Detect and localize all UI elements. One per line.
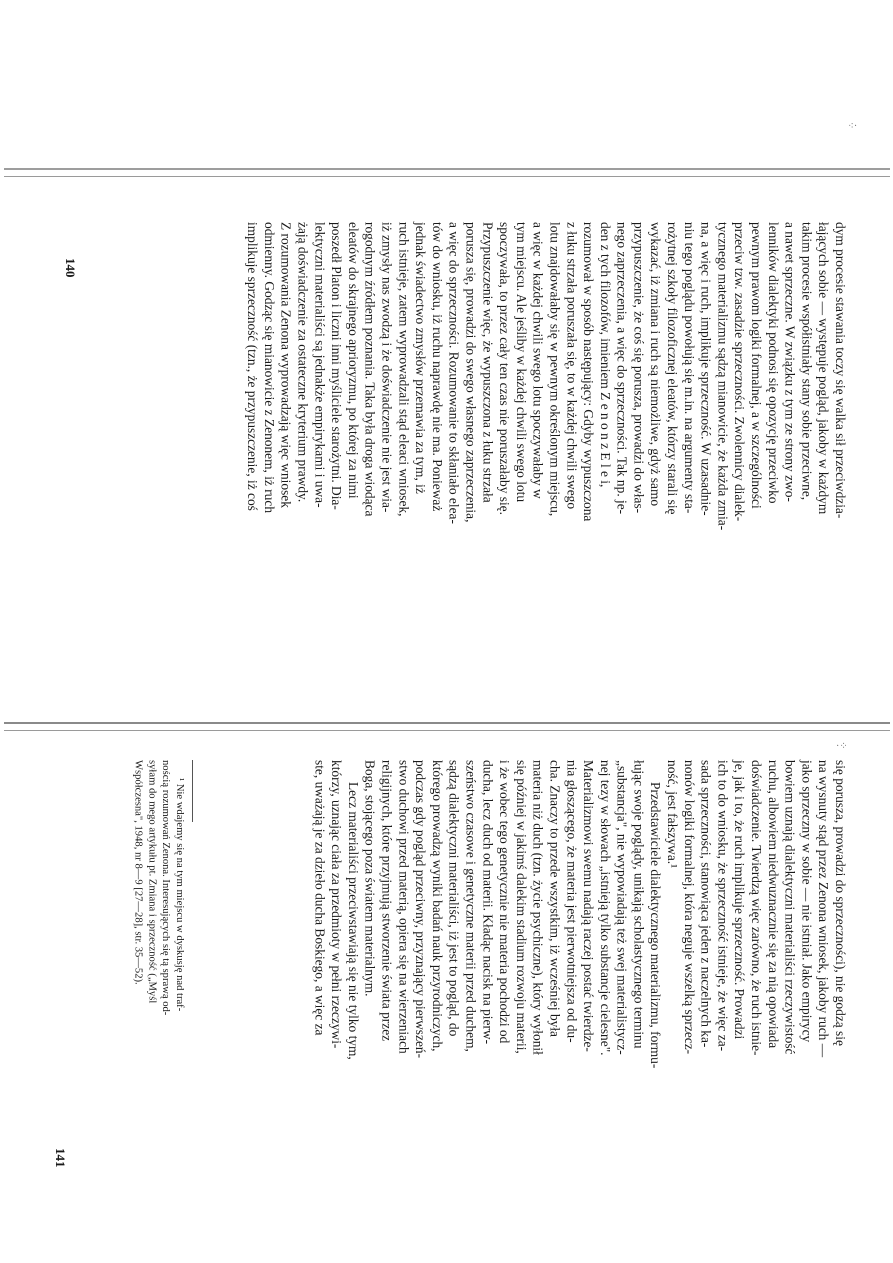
text-line: Przedstawiciele dialektycznego materializmu, formu- [648, 782, 664, 1069]
text-line: materia niż duch (tzn. życie psychiczne), który wyłonił [530, 760, 546, 1055]
text-line: nej tezy w słowach „istnieją tylko substancje cielesne". [597, 760, 613, 1056]
scan-speck: ⁖· [848, 121, 858, 132]
footnote-rule [192, 760, 193, 822]
text-line: takim procesie współistniały stany sobie przeciwne, [799, 222, 815, 501]
text-line: a nawet sprzeczne. W związku z tym ze strony zwo- [782, 222, 798, 502]
text-line: eleatów do skrajnego aprioryzmu, po której za nimi [345, 222, 361, 499]
text-line: implikuje sprzeczność (tzn., że przypuszczenie, iż coś [245, 222, 261, 511]
text-line: cha. Znaczy to przede wszystkim, iż wcześniej była [547, 760, 563, 1037]
text-line: na wysnuty stąd przez Zenona wniosek, jakoby ruch — [816, 760, 832, 1058]
text-line: podczas gdy pogląd przeciwny, przyznający pierwszeń- [413, 760, 429, 1059]
text-line: nia głoszącego, że materia jest pierwotniejsza od du- [564, 760, 580, 1043]
text-line: spoczywała, to przez cały ten czas nie poruszałaby się. [497, 222, 513, 515]
text-line: tycznego materializmu sądzą mianowicie, że każda zmia- [715, 222, 731, 531]
text-line: lektyczni materialiści są jednakże empirykami i uwa- [312, 222, 328, 508]
text-line: Przypuszczenie więc, że wypuszczona z łuku strzała [480, 222, 496, 503]
text-line: wykazać, iż zmiana i ruch są niemożliwe, gdyż samo [648, 222, 664, 507]
text-line: bowiem uznają dialektyczni materialiści rzeczywistość [782, 760, 798, 1055]
text-line: nonów logiki formalnej, która neguje wszelką sprzecz- [681, 760, 697, 1055]
text-line: je, jak i to, że ruch implikuje sprzeczność. Prowadzi [732, 760, 748, 1040]
text-line: doświadczenie. Twierdzą więc zarówno, że ruch istnie- [749, 760, 765, 1056]
footnote-line: syłam do mego artykułu pt. Zmiana i sprzeczność („Myśl [146, 760, 158, 1004]
text-line: Materializmowi swemu nadają raczej postać twierdze- [581, 760, 597, 1052]
text-line: rozumował w sposób następujący: Gdyby wypuszczona [581, 222, 597, 522]
text-line: nego zaprzeczenia, a więc do sprzeczności. Tak np. je- [614, 222, 630, 515]
text-line: tym miejscu. Ale jeśliby w każdej chwili swego lotu [513, 222, 529, 503]
text-line: ducha, lecz duch od materii. Kładąc nacisk na pierw- [480, 760, 496, 1045]
paragraph [361, 760, 663, 1248]
text-line: się później w jakimś dalekim stadium rozwoju materii, [513, 760, 529, 1054]
text-line: odmienny. Godząc się mianowicie z Zenonem, iż ruch [261, 222, 277, 514]
text-line: dym procesie stawania toczy się walka sił przeciwdzia- [833, 222, 848, 519]
text-line: ność, jest fałszywa.¹ [665, 760, 681, 869]
text-line: łując swoje poglądy, unikają scholastycznego terminu [631, 760, 647, 1049]
page-number-right: 141 [53, 1148, 68, 1168]
text-line: jednak świadectwo zmysłów przemawia za tym, iż [413, 222, 429, 494]
text-line: rożytnej szkoły filozoficznej eleatów, którzy starali się [665, 222, 681, 515]
text-line: łających sobie — występuje pogląd, jakoby w każdym [816, 222, 832, 515]
text-line: niu tego poglądu powołują się m.in. na argumenty sta- [681, 222, 697, 514]
paragraph [243, 222, 848, 692]
text-line: den z tych filozofów, imieniem Z e n o n z E l e i, [597, 222, 613, 488]
middle-scan-rule-shadow [4, 730, 890, 731]
text-line: ruchu, albowiem niedwuznacznie się za nią opowiada [765, 760, 781, 1049]
text-line: lenników dialektyki podnosi się opozycję przeciwko [765, 222, 781, 504]
top-scan-rule-shadow [4, 176, 890, 177]
text-line: ste, uważają je za dzieło ducha Boskiego, a więc za [312, 760, 328, 1036]
text-line: iż zmysły nas zwodzą i że doświadczenie nie jest wia- [379, 222, 395, 513]
footnote-line: Współczesna", 1948, nr 8—9 [27—28], str. 35—52). [132, 760, 144, 985]
footnote [112, 760, 186, 1244]
text-line: żają doświadczenie za ostateczne kryterium prawdy. [295, 222, 311, 503]
footnote-line: nością rozumowań Zenona. Interesujących się tą sprawą od- [160, 760, 172, 1016]
text-line: szeństwo czasowe i genetyczne materii przed duchem, [463, 760, 479, 1052]
text-line: Lecz materialiści przeciwstawiają się nie tylko tym, [345, 782, 361, 1060]
text-line: ich to do wniosku, że sprzeczność istnieje, że więc za- [715, 760, 731, 1052]
paragraph [663, 760, 848, 1248]
paragraph [311, 760, 361, 1248]
text-line: jako sprzeczny w sobie — nie istniał. Jako empirycy [799, 760, 815, 1043]
text-line: sądzą dialektyczni materialiści, iż jest to pogląd, do [446, 760, 462, 1037]
text-line: z łuku strzała poruszała się, to w każdej chwili swego [564, 222, 580, 510]
text-line: ruch istnieje, zatem wyprowadzali stąd eleaci wniosek, [396, 222, 412, 517]
text-line: porusza się, prowadzi do swego własnego zaprzeczenia, [463, 222, 479, 523]
text-line: Z rozumowania Zenona wyprowadzają więc wniosek [278, 222, 294, 508]
text-line: a więc do sprzeczności. Rozumowanie to skłaniało elea- [446, 222, 462, 524]
text-line: rogodnym źródłem poznania. Taka była droga wiodąca [362, 222, 378, 517]
scan-speck: ·⁘ [836, 741, 848, 752]
text-line: lotu znajdowałaby się w pewnym określonym miejscu, [547, 222, 563, 517]
text-line: przeciw tzw. zasadzie sprzeczności. Zwolennicy dialek- [732, 222, 748, 522]
text-line: którego prowadzą wyniki badań nauk przyrodniczych, [429, 760, 445, 1052]
text-line: pewnym prawom logiki formalnej, a w szczególności [749, 222, 765, 509]
footnote-line: ¹ Nie wdajemy się na tym miejscu w dyskusję nad traf- [174, 778, 185, 1012]
text-line: sada sprzeczności, stanowiąca jeden z naczelnych ka- [698, 760, 714, 1048]
text-line: którzy, uznając ciała za przedmioty w pełni rzeczywi- [329, 760, 345, 1049]
text-line: tów do wniosku, iż ruchu naprawdę nie ma. Ponieważ [429, 222, 445, 512]
text-line: się porusza, prowadzi do sprzeczności), nie godzą się [833, 760, 848, 1046]
text-line: stwo duchowi przed materią, opiera się na wierzeniach [396, 760, 412, 1054]
text-line: poszedł Platon i liczni inni myśliciele starożytni. Dia- [329, 222, 345, 510]
left-page-text [108, 222, 848, 692]
text-line: i że wobec tego genetycznie nie materia pochodzi od [497, 760, 513, 1044]
text-line: na, a więc i ruch, implikuje sprzeczność. W uzasadnie- [698, 222, 714, 516]
text-line: religijnych, które przyjmują stworzenie świata przez [379, 760, 395, 1042]
text-line: a więc w każdej chwili swego lotu spoczywałaby w [530, 222, 546, 499]
text-line: przypuszczenie, że coś się porusza, prowadzi do włas- [631, 222, 647, 514]
text-line: „substancja", nie wypowiadają też swej materialistycz- [614, 760, 630, 1055]
right-page-text [244, 760, 848, 1248]
middle-scan-rule [4, 722, 890, 724]
text-line: Boga, stojącego poza światem materialnym. [362, 760, 378, 997]
page-number-left: 140 [63, 258, 78, 278]
top-scan-rule [4, 168, 890, 170]
